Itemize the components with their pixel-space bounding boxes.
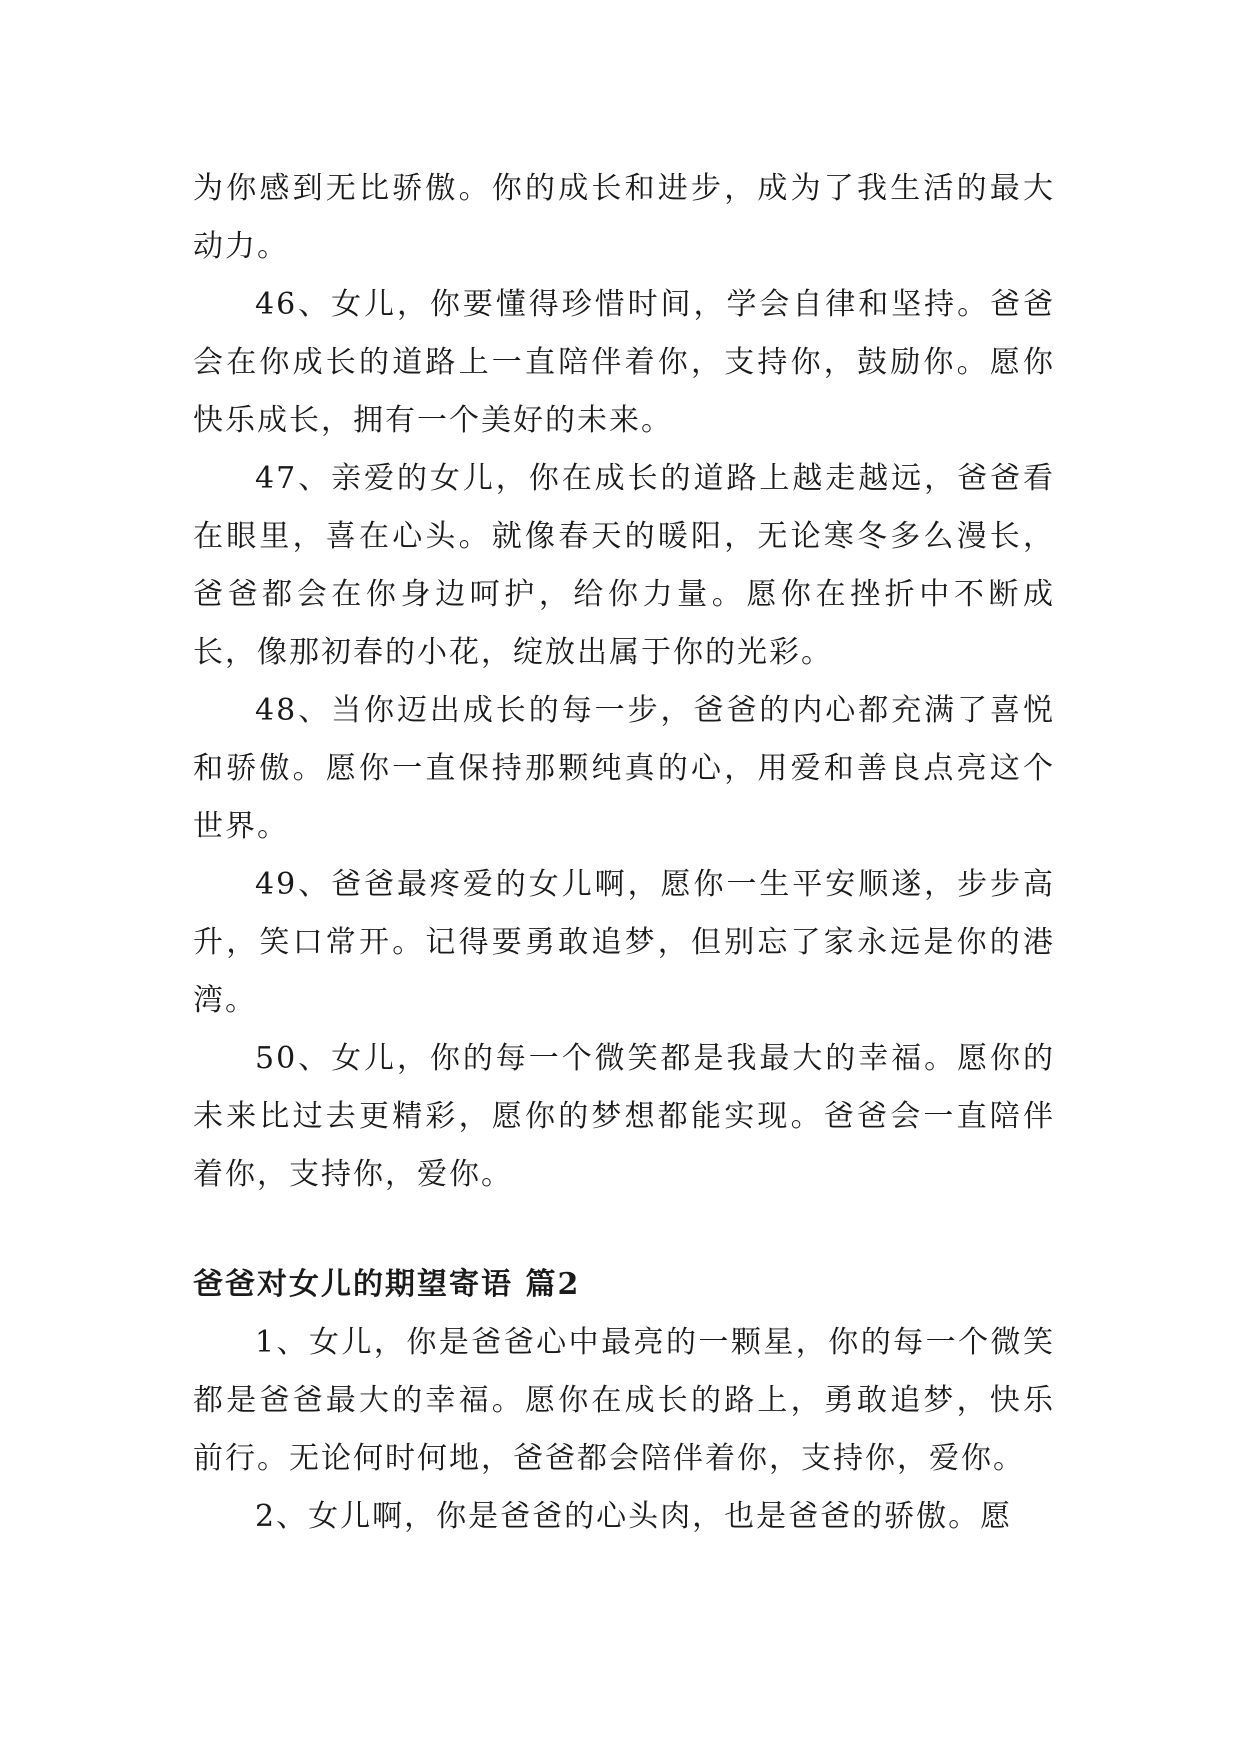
paragraph-item-2: 2、女儿啊，你是爸爸的心头肉，也是爸爸的骄傲。愿: [255, 1499, 1013, 1534]
paragraph-continuation: 为你感到无比骄傲。你的成长和进步，成为了我生活的最大动力。: [193, 171, 1055, 264]
section-heading: 爸爸对女儿的期望寄语 篇2: [193, 1267, 581, 1302]
paragraph-item-46: 46、女儿，你要懂得珍惜时间，学会自律和坚持。爸爸会在你成长的道路上一直陪伴着你，支持你，鼓励你。愿你快乐成长，拥有一个美好的未来。: [193, 287, 1055, 438]
document-body: [193, 160, 1055, 1546]
paragraph-item-1: 1、女儿，你是爸爸心中最亮的一颗星，你的每一个微笑都是爸爸最大的幸福。愿你在成长的路上，勇敢追梦，快乐前行。无论何时何地，爸爸都会陪伴着你，支持你，爱你。: [193, 1325, 1055, 1476]
paragraph-item-49: 49、爸爸最疼爱的女儿啊，愿你一生平安顺遂，步步高升，笑口常开。记得要勇敢追梦，但别忘了家永远是你的港湾。: [193, 867, 1055, 1018]
paragraph-item-50: 50、女儿，你的每一个微笑都是我最大的幸福。愿你的未来比过去更精彩，愿你的梦想都能实现。爸爸会一直陪伴着你，支持你，爱你。: [193, 1041, 1055, 1192]
paragraph-item-48: 48、当你迈出成长的每一步，爸爸的内心都充满了喜悦和骄傲。愿你一直保持那颗纯真的心，用爱和善良点亮这个世界。: [193, 693, 1055, 844]
paragraph-item-47: 47、亲爱的女儿，你在成长的道路上越走越远，爸爸看在眼里，喜在心头。就像春天的暖阳，无论寒冬多么漫长，爸爸都会在你身边呵护，给你力量。愿你在挫折中不断成长，像那初春的小花，绽放出属于你的光彩。: [193, 461, 1055, 670]
